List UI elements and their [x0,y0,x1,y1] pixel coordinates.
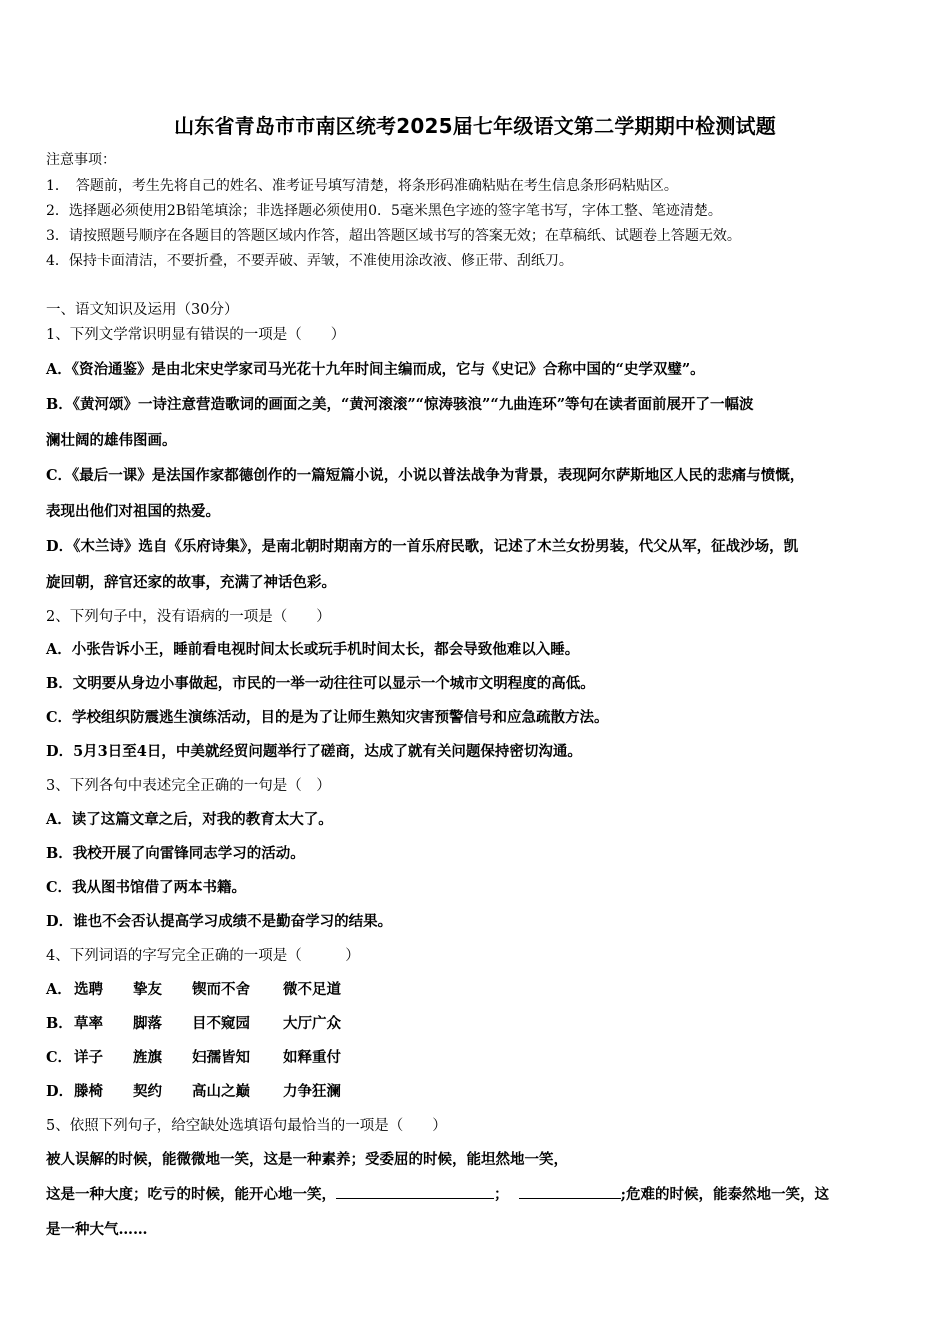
q1-option-b-line1: B．《黄河颂》一诗注意营造歌词的画面之美，“黄河滚滚”“惊涛骇浪”“九曲连环”等句在读者面前展开了一幅波 [46,396,754,413]
q1-option-d-line2: 旋回朝，辞官还家的故事，充满了神话色彩。 [46,574,336,591]
page-title: 山东省青岛市市南区统考2025届七年级语文第二学期期中检测试题 [174,114,776,138]
word: 滕椅 [74,1083,103,1100]
section-heading: 一、语文知识及运用（30分） [46,302,239,318]
q4-option-c [46,1048,341,1068]
word: 详子 [74,1049,103,1066]
word: 挚友 [133,981,162,998]
q4-stem: 4、下列词语的字写完全正确的一项是（ ） [46,948,360,964]
notice-heading: 注意事项： [46,152,116,168]
q3-stem: 3、下列各句中表述完全正确的一句是（ ） [46,778,331,794]
q1-stem: 1、下列文学常识明显有错误的一项是（ ） [46,327,346,343]
q5-text-line2 [46,1184,829,1205]
q1-option-d-line1: D．《木兰诗》选自《乐府诗集》，是南北朝时期南方的一首乐府民歌，记述了木兰女扮男装，代父从军，征战沙场，凯 [46,538,799,555]
q3-option-c: C．我从图书馆借了两本书籍。 [46,879,247,896]
q3-option-d: D．谁也不会否认提高学习成绩不是勤奋学习的结果。 [46,913,393,930]
word: 旌旗 [133,1049,162,1066]
fill-blank-2[interactable] [519,1184,621,1199]
q5-text-line1: 被人误解的时候，能微微地一笑，这是一种素养；受委屈的时候，能坦然地一笑， [46,1151,568,1168]
notice-item-2: 2．选择题必须使用2B铅笔填涂；非选择题必须使用0．5毫米黑色字迹的签字笔书写，字体工整、笔迹清楚。 [46,203,722,219]
word: 目不窥园 [192,1015,250,1032]
q2-stem: 2、下列句子中，没有语病的一项是（ ） [46,609,331,625]
q1-option-c-line2: 表现出他们对祖国的热爱。 [46,503,220,520]
q4-option-d [46,1082,341,1102]
option-label: A． [46,981,72,998]
word: 契约 [133,1083,162,1100]
q5-stem: 5、依照下列句子，给空缺处选填语句最恰当的一项是（ ） [46,1118,447,1134]
option-label: B． [46,1015,73,1032]
notice-item-3: 3．请按照题号顺序在各题目的答题区域内作答，超出答题区域书写的答案无效；在草稿纸、试题卷上答题无效。 [46,228,741,244]
q5-text-line3: 是一种大气…… [46,1221,148,1238]
word: 微不足道 [283,981,341,998]
q2-option-d: D．5月3日至4日，中美就经贸问题举行了磋商，达成了就有关问题保持密切沟通。 [46,743,582,760]
notice-item-1: 1． 答题前，考生先将自己的姓名、准考证号填写清楚，将条形码准确粘贴在考生信息条形码粘贴区。 [46,178,678,194]
word: 选聘 [74,981,103,998]
q5-text-segment: ;危难的时候，能泰然地一笑，这 [620,1186,829,1203]
notice-item-4: 4．保持卡面清洁，不要折叠，不要弄破、弄皱，不准使用涂改液、修正带、刮纸刀。 [46,253,573,269]
q4-option-a [46,980,341,1000]
word: 如释重付 [283,1049,341,1066]
q5-text-segment: 这是一种大度；吃亏的时候，能开心地一笑， [46,1186,336,1203]
q2-option-a: A．小张告诉小王，睡前看电视时间太长或玩手机时间太长，都会导致他难以入睡。 [46,641,580,658]
word: 高山之巅 [192,1083,250,1100]
word: 大厅广众 [283,1015,341,1032]
q5-text-segment: ； [494,1186,509,1203]
fill-blank-1[interactable] [336,1184,494,1199]
q1-option-c-line1: C．《最后一课》是法国作家都德创作的一篇短篇小说，小说以普法战争为背景，表现阿尔萨斯地区人民的悲痛与愤慨， [46,467,805,484]
word: 力争狂澜 [283,1083,341,1100]
option-label: C． [46,1049,73,1066]
word: 脚落 [133,1015,162,1032]
q4-option-b [46,1014,341,1034]
q2-option-b: B．文明要从身边小事做起，市民的一举一动往往可以显示一个城市文明程度的高低。 [46,675,595,692]
q3-option-b: B．我校开展了向雷锋同志学习的活动。 [46,845,305,862]
q1-option-a: A．《资治通鉴》是由北宋史学家司马光花十九年时间主编而成，它与《史记》合称中国的“史学双璧”。 [46,361,705,378]
word: 锲而不舍 [192,981,250,998]
q2-option-c: C．学校组织防震逃生演练活动，目的是为了让师生熟知灾害预警信号和应急疏散方法。 [46,709,609,726]
option-label: D． [46,1083,74,1100]
word: 草率 [74,1015,103,1032]
q1-option-b-line2: 澜壮阔的雄伟图画。 [46,432,177,449]
q3-option-a: A．读了这篇文章之后，对我的教育太大了。 [46,811,333,828]
word: 妇孺皆知 [192,1049,250,1066]
